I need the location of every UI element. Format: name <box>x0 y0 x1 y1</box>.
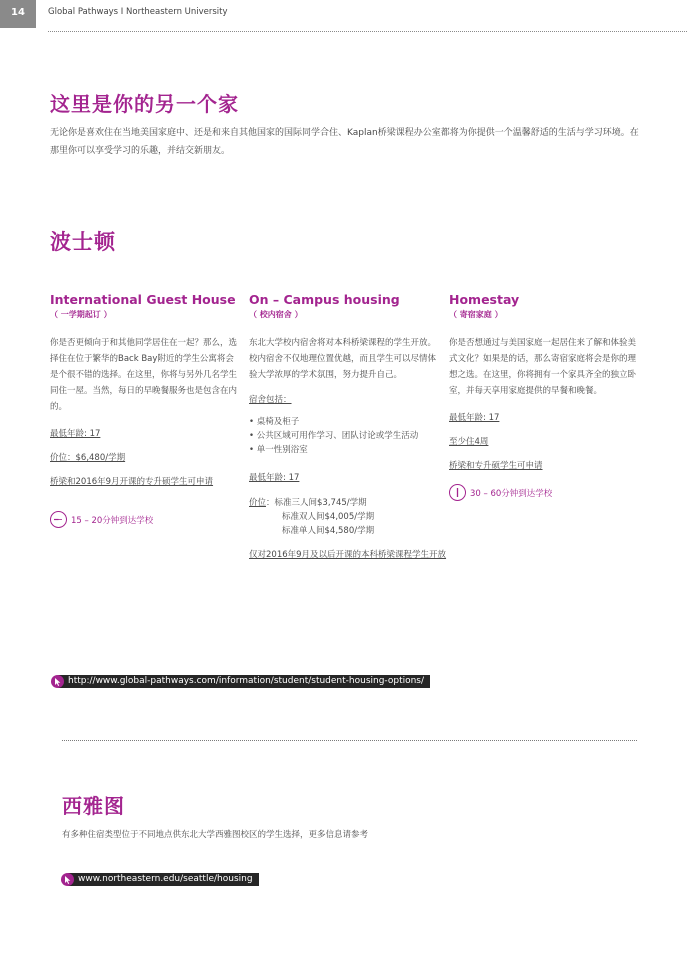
column-subtitle: （ 一学期起订 ） <box>50 310 112 319</box>
eligibility: 桥梁和专升硕学生可申请 <box>449 461 543 471</box>
column-subtitle: （ 寄宿家庭 ） <box>449 310 503 319</box>
column-title: International Guest House <box>50 292 236 307</box>
min-age: 最低年龄: 17 <box>249 473 300 483</box>
column-body: 东北大学校内宿舍将对本科桥梁课程的学生开放。校内宿舍不仅地理位置优越，而且学生可以尽情体验大学浓厚的学术氛围，努力提升自己。 <box>249 338 437 380</box>
min-age: 最低年龄: 17 <box>50 429 101 439</box>
page-number: 14 <box>0 0 36 28</box>
price-label: 价位 <box>249 498 267 508</box>
commute-badge <box>50 511 242 528</box>
seattle-text: 有多种住宿类型位于不同地点供东北大学西雅图校区的学生选择，更多信息请参考 <box>62 830 369 840</box>
price-line: 标准双人间$4,005/学期 <box>282 512 375 522</box>
list-item: • 桌椅及柜子 <box>249 415 441 429</box>
duration: 至少住4周 <box>449 437 489 447</box>
price: 价位：$6,480/学期 <box>50 453 126 463</box>
min-age: 最低年龄: 17 <box>449 413 500 423</box>
housing-options-link[interactable] <box>51 675 430 688</box>
intro-text: 无论你是喜欢住在当地美国家庭中、还是和来自其他国家的国际同学合住、Kaplan桥梁课程办公室都将为你提供一个温馨舒适的生活与学习环境。在那里你可以享受学习的乐趣，并结交新朋友。 <box>50 128 639 156</box>
header-divider <box>48 31 687 32</box>
list-item: • 单一性别浴室 <box>249 443 441 457</box>
price <box>249 496 441 510</box>
link-url[interactable]: http://www.global-pathways.com/information/student/student-housing-options/ <box>58 675 430 688</box>
section-divider <box>62 740 637 741</box>
compass-icon <box>449 484 466 501</box>
seattle-heading: 西雅图 <box>62 794 125 818</box>
eligibility: 桥梁和2016年9月开课的专升硕学生可申请 <box>50 477 214 487</box>
running-title: Global Pathways I Northeastern University <box>48 7 228 17</box>
eligibility: 仅对2016年9月及以后开课的本科桥梁课程学生开放 <box>249 550 447 560</box>
clock-icon <box>50 511 67 528</box>
list-item: • 公共区域可用作学习、团队讨论或学生活动 <box>249 429 441 443</box>
column-subtitle: （ 校内宿舍 ） <box>249 310 303 319</box>
boston-heading: 波士顿 <box>50 230 116 254</box>
includes-list <box>249 415 441 457</box>
commute-text: 30 – 60分钟到达学校 <box>470 488 553 499</box>
cursor-arrow-icon <box>61 873 74 886</box>
commute-text: 15 – 20分钟到达学校 <box>71 515 154 526</box>
column-title: On – Campus housing <box>249 292 400 307</box>
homestay-column <box>449 292 641 501</box>
column-title: Homestay <box>449 292 520 307</box>
seattle-housing-link[interactable] <box>61 873 259 886</box>
commute-badge <box>449 484 641 501</box>
cursor-arrow-icon <box>51 675 64 688</box>
price-line: 标准单人间$4,580/学期 <box>282 526 375 536</box>
on-campus-column <box>249 292 447 562</box>
includes-label: 宿舍包括： <box>249 395 292 405</box>
guest-house-column <box>50 292 242 528</box>
column-body: 你是否想通过与美国家庭一起居住来了解和体验美式文化？如果是的话，那么寄宿家庭将会是你的理想之选。在这里，你将拥有一个家具齐全的独立卧室，并每天享用家庭提供的早餐和晚餐。 <box>449 338 637 396</box>
column-body: 你是否更倾向于和其他同学居住在一起？那么，选择住在位于繁华的Back Bay附近的学生公寓将会是个很不错的选择。在这里，你将与另外几名学生同住一屋。当然，每日的早晚餐服务也是包含在内的。 <box>50 338 238 412</box>
link-url[interactable]: www.northeastern.edu/seattle/housing <box>68 873 259 886</box>
intro-heading: 这里是你的另一个家 <box>50 92 239 116</box>
price-lines <box>249 510 441 538</box>
price-line: ：标准三人间$3,745/学期 <box>266 498 367 508</box>
